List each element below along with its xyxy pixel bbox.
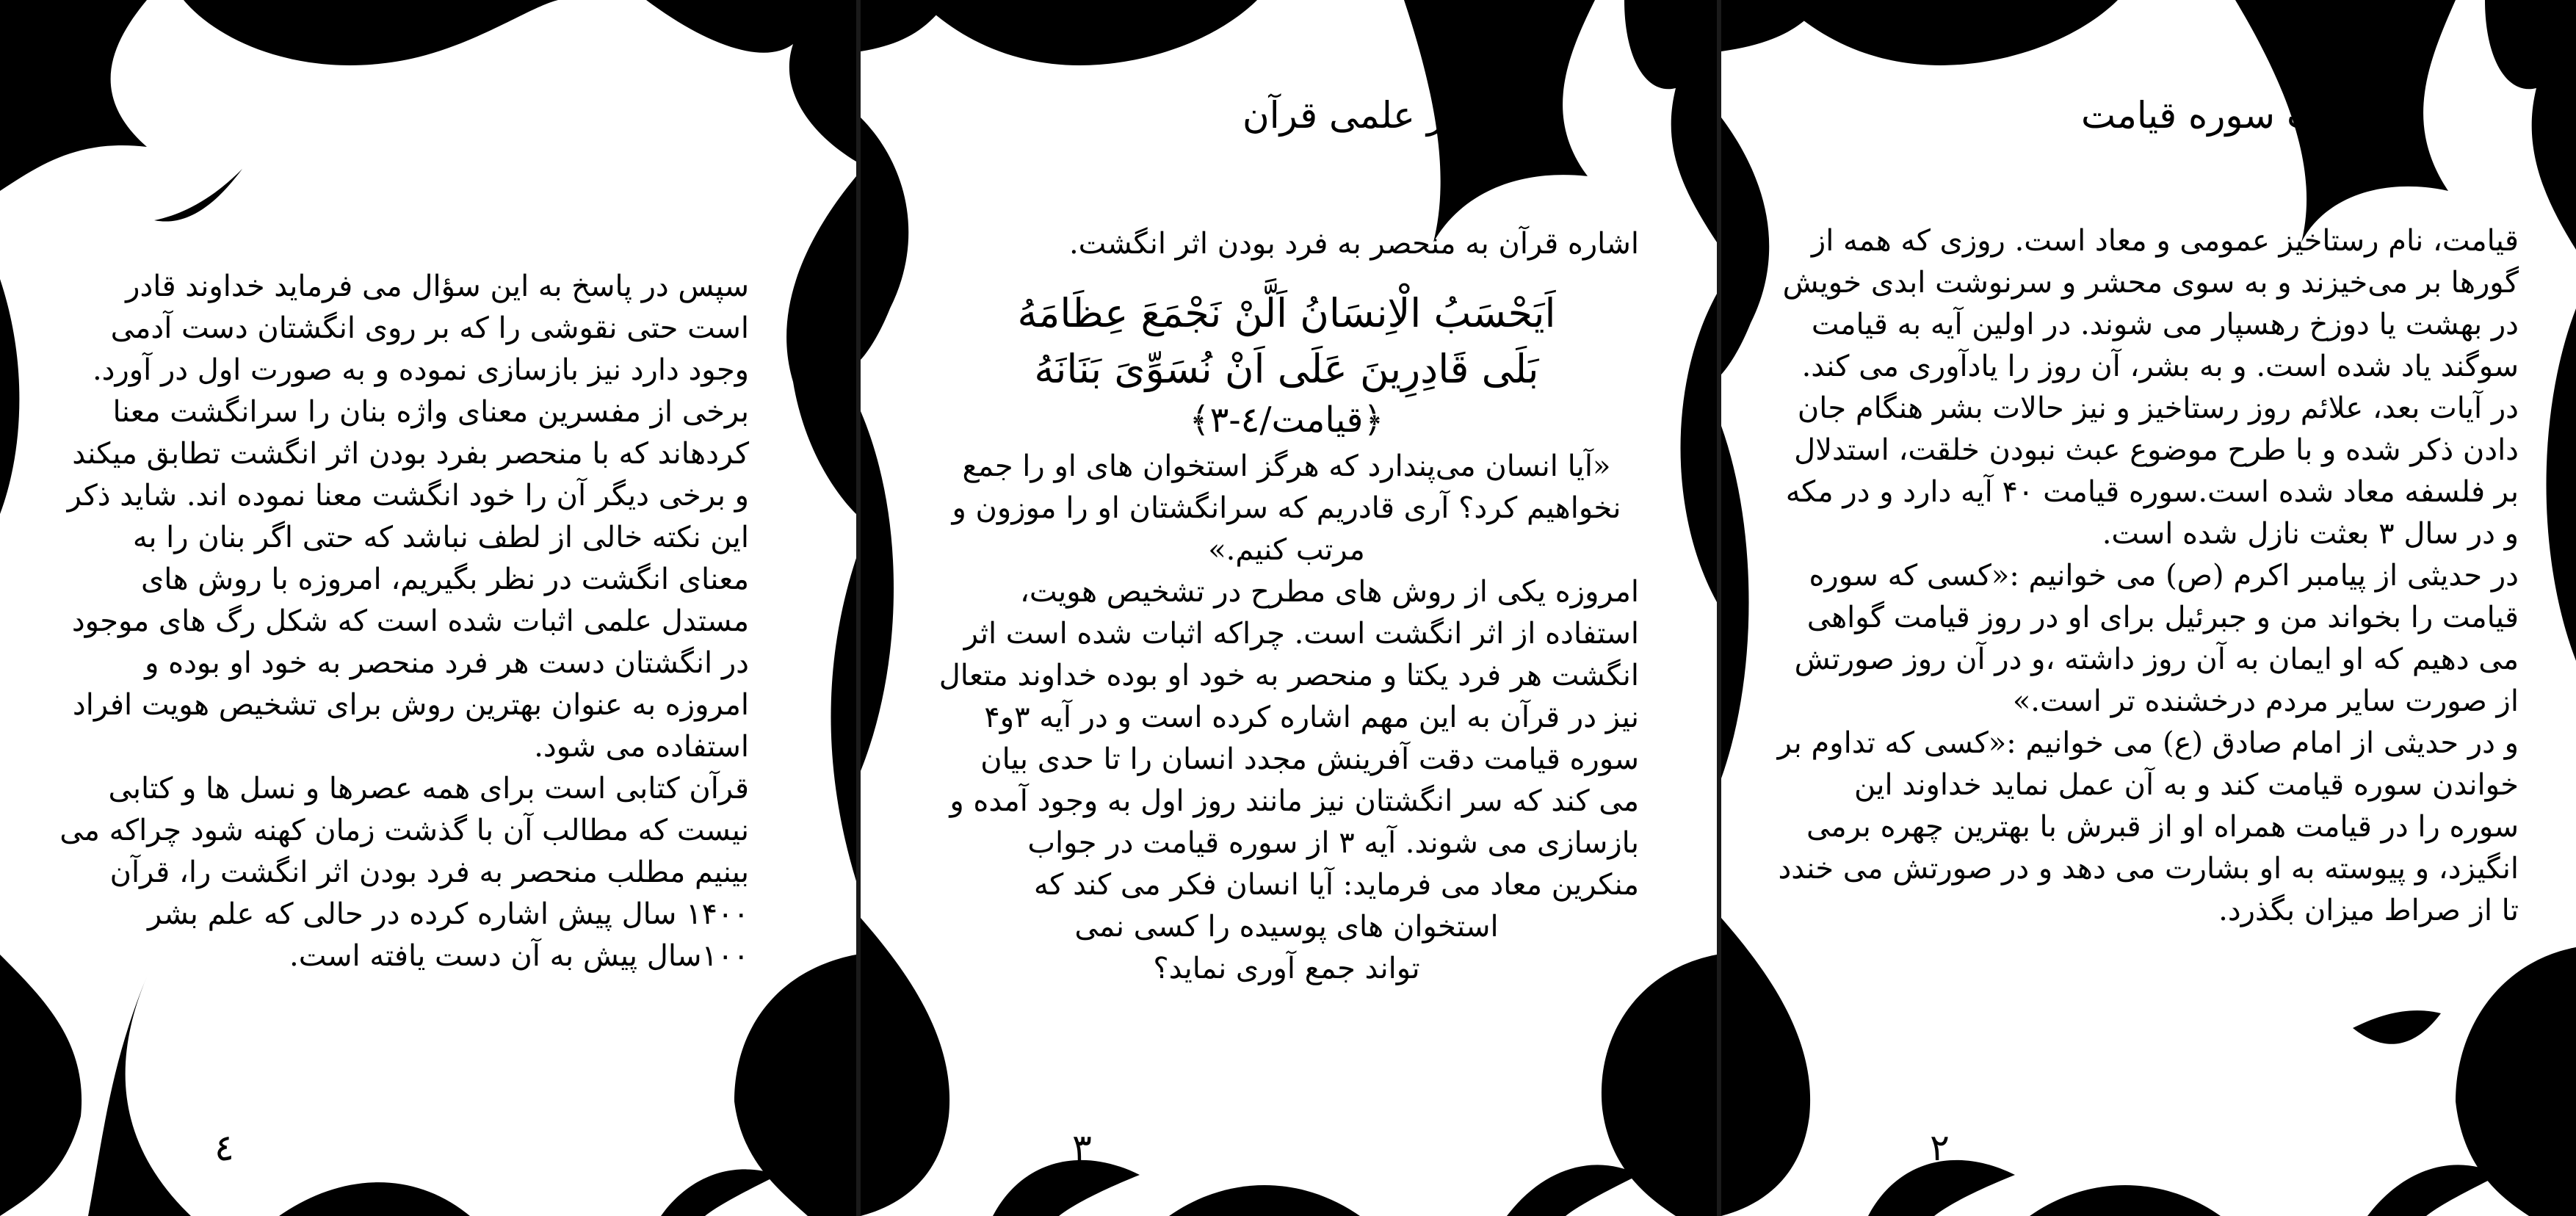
page-left xyxy=(0,0,856,1216)
left-paragraph-2: برخی از مفسرین معنای واژه بنان را سرانگشت معنا کردهاند که با منحصر بفرد بودن اثر انگشت تطابق میکند و برخی دیگر آن را خود انگشت معنا نموده اند. شاید ذکر این نکته خالی از لطف نباشد که حتی اگر بنان را به معنای انگشت در نظر بگیریم، امروزه با روش های مستدل علمی اثبات شده است که شکل رگ های موجود در انگشتان دست هر فرد منحصر به خود او بوده و امروزه به عنوان بهترین روش برای تشخیص هویت افراد استفاده می شود. xyxy=(67,395,749,764)
page-number-right: ٢ xyxy=(1930,1126,1950,1169)
page-right xyxy=(1721,0,2576,1216)
right-paragraph-4: و در حدیثی از امام صادق (ع) می خوانیم :«کسی که تداوم بر خواندن سوره قیامت کند و به آن عمل نماید خداوند این سوره را در قیامت همراه او از قبرش با بهترین چهره برمی انگیزد، و پیوسته به او بشارت می دهد و در صورتش می خندد تا از صراط میزان بگذرد. xyxy=(1777,726,2519,927)
page-middle xyxy=(861,0,1717,1216)
middle-page-body xyxy=(934,223,1639,990)
page-divider-1 xyxy=(856,0,861,1216)
page-number-middle: ٣ xyxy=(1072,1126,1092,1169)
right-paragraph-1: قیامت، نام رستاخیز عمومی و معاد است. روزی که همه از گورها بر می‌خیزند و به سوی محشر و سرنوشت ابدی خویش در بهشت یا دوزخ رهسپار می شوند. در اولین آیه به قیامت سوگند یاد شده است. و به بشر، آن روز را یادآوری می کند. xyxy=(1782,224,2519,383)
right-paragraph-3: در حدیثی از پیامبر اکرم (ص) می خوانیم :«کسی که سوره قیامت را بخواند من و جبرئیل برای او در روز قیامت گواهی می دهیم که او ایمان به آن روز داشته ،و در آن روز صورتش از صورت سایر مردم درخشنده تر است.» xyxy=(1794,559,2519,718)
verse-line-1: اَیَحْسَبُ الْاِنسَانُ اَلَّنْ نَجْمَعَ عِظَامَهُ xyxy=(1017,290,1556,336)
middle-page-title: اعجاز علمی قرآن xyxy=(1242,94,1512,137)
middle-paragraph-1: امروزه یکی از روش های مطرح در تشخیص هویت، استفاده از اثر انگشت است. چراکه اثبات شده است اثر انگشت هر فرد یکتا و منحصر به خود او بوده خداوند متعال نیز در قرآن به این مهم اشاره کرده است و در آیه ۳و۴ سوره قیامت دقت آفرینش مجدد انسان را تا حدی بیان می کند که سر انگشتان نیز مانند روز اول به وجود آمده و بازسازی می شوند. آیه ۳ از سوره قیامت در جواب منکرین معاد می فرماید: آیا انسان فکر می کند که xyxy=(938,575,1639,902)
left-page-body xyxy=(59,266,749,977)
page-divider-2 xyxy=(1717,0,1721,1216)
left-paragraph-1: سپس در پاسخ به این سؤال می فرماید خداوند قادر است حتی نقوشی را که بر روی انگشتان دست آدمی وجود دارد نیز بازسازی نموده و به صورت اول در آورد. xyxy=(92,269,749,387)
middle-intro: اشاره قرآن به منحصر به فرد بودن اثر انگشت. xyxy=(1068,227,1639,261)
verse-translation: «آیا انسان می‌پندارد که هرگز استخوان های او را جمع نخواهیم کرد؟ آری قادریم که سرانگشتان او را موزون و مرتب کنیم.» xyxy=(952,449,1621,567)
verse-reference: ﴿قیامت/٤-٣﴾ xyxy=(1189,399,1384,441)
page-number-left: ٤ xyxy=(214,1126,234,1169)
left-paragraph-3: قرآن کتابی است برای همه عصرها و نسل ها و کتابی نیست که مطالب آن با گذشت زمان کهنه شود چراکه می بینیم مطلب منحصر به فرد بودن اثر انگشت را، قرآن ۱۴۰۰ سال پیش اشاره کرده در حالی که علم بشر ۱۰۰سال پیش به آن دست یافته است. xyxy=(59,772,749,973)
continuation-ellipsis: ...... xyxy=(2463,1047,2519,1081)
right-page-body xyxy=(1777,220,2519,932)
right-page-title: فضیلت سوره قیامت xyxy=(2081,94,2395,137)
middle-paragraph-tail: استخوان های پوسیده را کسی نمی تواند جمع آوری نماید؟ xyxy=(1074,910,1499,985)
verse-line-2: بَلَی قَادِرِینَ عَلَی اَنْ نُسَوِّیَ بَنَانَهُ xyxy=(1034,346,1539,392)
right-paragraph-2: در آیات بعد، علائم روز رستاخیز و نیز حالات بشر هنگام جان دادن ذکر شده و با طرح موضوع عبث نبودن خلقت، استدلال بر فلسفه معاد شده است.سوره قیامت ۴۰ آیه دارد و در مکه و در سال ۳ بعثت نازل شده است. xyxy=(1785,391,2519,551)
